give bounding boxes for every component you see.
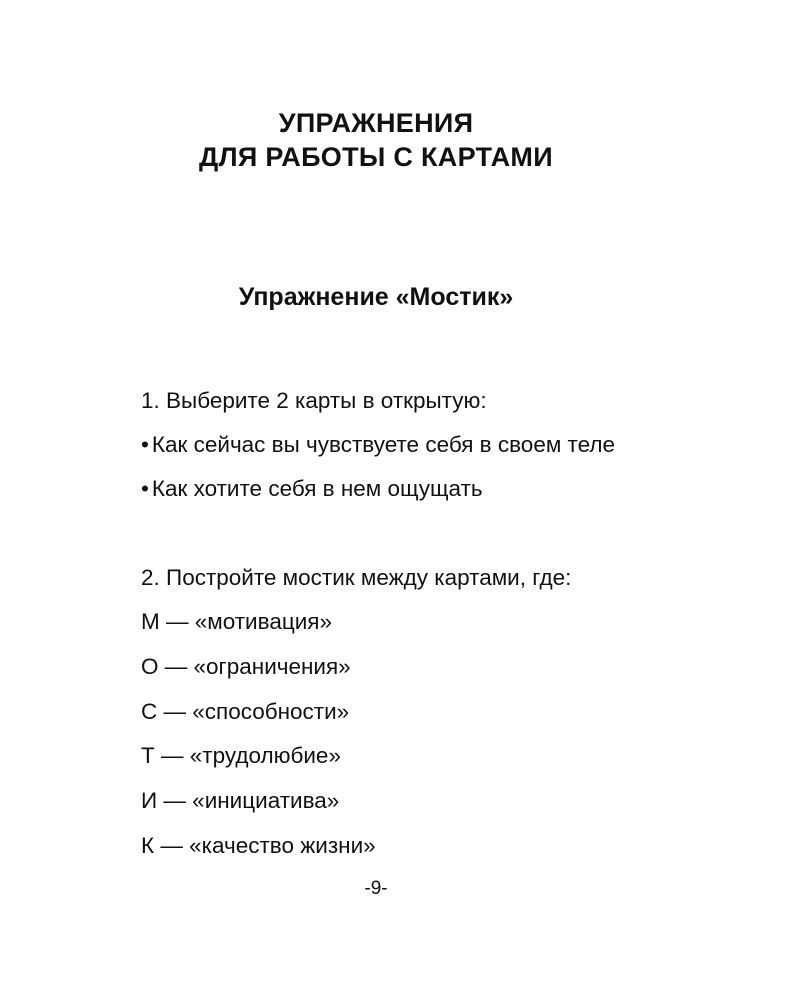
list-item: М — «мотивация»	[141, 609, 332, 634]
title-line-2: ДЛЯ РАБОТЫ С КАРТАМИ	[199, 142, 553, 172]
step-2-text: 2. Постройте мостик между картами, где:	[141, 565, 572, 590]
bullet-item	[141, 475, 483, 503]
list-item: И — «инициатива»	[141, 788, 340, 813]
list-item: О — «ограничения»	[141, 654, 351, 679]
bullet-icon: •	[141, 476, 149, 501]
step-1-text: 1. Выберите 2 карты в открытую:	[141, 388, 487, 413]
bullet-icon: •	[141, 432, 149, 457]
bullet-text: Как сейчас вы чувствуете себя в своем теле	[151, 432, 616, 457]
page-title	[0, 106, 752, 174]
page-number: -9-	[364, 878, 388, 899]
bullet-item	[141, 431, 615, 459]
list-item: К — «качество жизни»	[141, 833, 376, 858]
bullet-text: Как хотите себя в нем ощущать	[151, 476, 483, 501]
exercise-heading: Упражнение «Мостик»	[238, 283, 514, 311]
list-item: Т — «трудолюбие»	[141, 743, 341, 768]
list-item: С — «способности»	[141, 699, 350, 724]
title-line-1: УПРАЖНЕНИЯ	[278, 108, 474, 138]
